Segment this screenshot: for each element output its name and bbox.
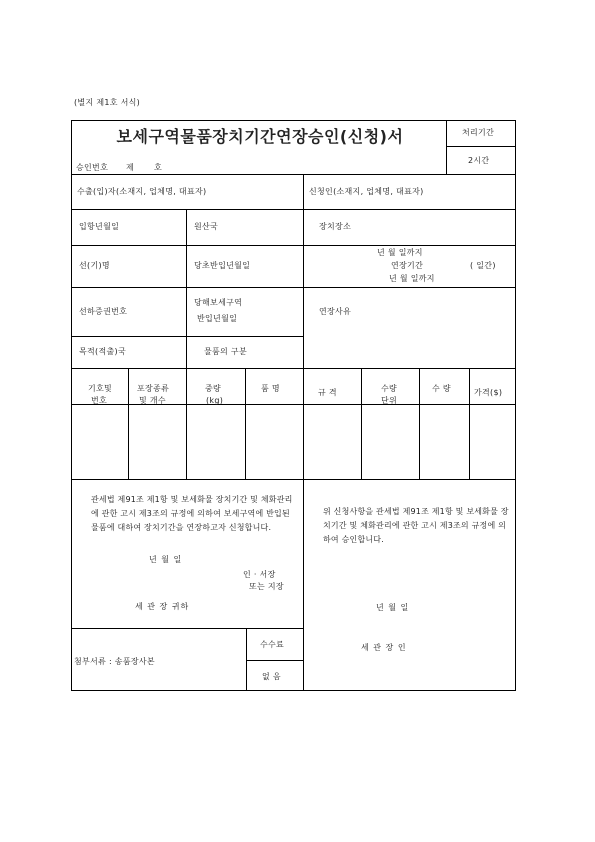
approval-number-prefix: 제 [126,163,135,172]
rule [71,404,516,405]
fee-label: 수수료 [260,640,285,649]
rule [71,368,516,369]
exporter-label: 수출(입)자(소재지, 업체명, 대표자) [77,187,207,196]
rule [469,368,470,479]
form-reference: (별지 제1호 서식) [74,98,141,107]
rule [446,120,447,174]
approval-number-suffix: 호 [154,163,163,172]
applicant-label: 신청인(소재지, 업체명, 대표자) [309,187,424,196]
seal-label: 인 · 서장 [243,570,276,579]
rule [71,628,303,629]
vessel-label: 선(기)명 [79,261,110,270]
rule [246,628,247,691]
processing-period-value: 2시간 [468,156,490,165]
bonded-area-label: 당해보세구역 [194,298,243,307]
destination-country-label: 목적(적출)국 [79,347,126,356]
rule [71,209,516,210]
extension-until-2: 년 월 일까지 [389,274,435,283]
approval-date: 년 월 일 [376,603,410,612]
addressee: 세 관 장 귀하 [135,602,190,611]
col-price-header: 가격($) [474,388,503,397]
processing-period-label: 처리기간 [462,128,495,137]
col-spec-header: 규 격 [318,388,337,397]
approver-signature-line: 세 관 장 인 [361,643,407,652]
form-title: 보세구역물품장치기간연장승인(신청)서 [116,127,404,146]
col-unit-header-2: 단위 [381,396,398,405]
goods-class-label: 물품의 구분 [204,347,247,356]
application-date: 년 월 일 [149,555,183,564]
col-package-header: 포장종류 [137,384,170,393]
attachments-label: 첨부서류 : 송품장사본 [74,657,155,666]
rule [71,174,516,175]
col-weight-header: 중량 [205,384,222,393]
rule [71,245,516,246]
col-mark-header-2: 번호 [91,396,108,405]
extension-period-label: 연장기간 [391,261,424,270]
col-unit-header: 수량 [381,384,398,393]
initial-storage-date-label: 당초반입년월일 [194,261,251,270]
approval-statement: 위 신청사항을 관세법 제91조 제1항 및 보세화물 장치기간 및 체화관리에 관한 고시 제3조의 규정에 의하여 승인합니다. [323,507,509,544]
extension-until-1: 년 월 일까지 [377,248,423,257]
rule [303,174,304,368]
col-quantity-header: 수 량 [432,384,451,393]
col-package-header-2: 및 개수 [139,396,166,405]
origin-label: 원산국 [194,222,219,231]
rule [303,368,304,691]
rule [71,336,303,337]
rule [419,368,420,479]
rule [246,660,303,661]
application-statement: 관세법 제91조 제1항 및 보세화물 장치기간 및 체화관리에 관한 고시 제3조의 규정에 의하여 보세구역에 반입된 물품에 대하여 장치기간을 연장하고자 신청합니다. [91,495,293,532]
storage-place-label: 장치장소 [319,222,352,231]
col-item-header: 품 명 [261,384,280,393]
rule [71,479,516,480]
fee-value: 없 음 [262,672,281,681]
rule [245,368,246,479]
rule [361,368,362,479]
rule [128,368,129,479]
col-weight-header-2: (kg) [206,396,224,405]
bl-number-label: 선하증권번호 [79,307,128,316]
entry-date-label: 입항년월일 [79,222,120,231]
bonded-entry-date-label: 반입년월일 [197,314,238,323]
rule [71,287,516,288]
rule [446,146,516,147]
extension-days: ( 일간) [470,261,496,270]
rule [186,209,187,368]
rule [186,368,187,479]
or-stamp-label: 또는 지장 [249,582,284,591]
approval-number-label: 승인번호 [76,163,109,172]
col-mark-header: 기호및 [88,384,113,393]
extension-reason-label: 연장사유 [319,307,352,316]
